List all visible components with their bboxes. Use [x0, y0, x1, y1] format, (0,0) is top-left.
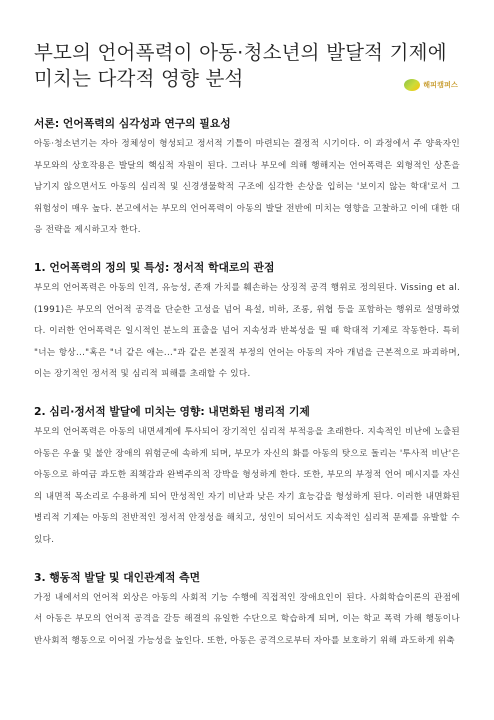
document-title: 부모의 언어폭력이 아동·청소년의 발달적 기제에 미치는 다각적 영향 분석: [34, 41, 447, 90]
section-body: 가정 내에서의 언어적 외상은 아동의 사회적 기능 수행에 직접적인 장애요인이 된다. 사회학습이론의 관점에서 아동은 부모의 언어적 공격을 갈등 해결의 유일한 수단으로 학습하게 되며, 이는 학교 폭력 가해 행동이나 반사회적 행동으로 이어질 가능성을 높인다. 또한, 아동은 공격으로부터 자아를 보호하기 위해 과도하게 위축: [34, 592, 460, 646]
logo-text: 해피캠퍼스: [423, 81, 458, 89]
section-behavioral-effects: [34, 568, 460, 653]
logo-leaf-icon: [404, 79, 420, 91]
section-heading: 서론: 언어폭력의 심각성과 연구의 필요성: [34, 117, 231, 130]
section-psychological-effects: [34, 402, 460, 552]
section-heading: 3. 행동적 발달 및 대인관계적 측면: [34, 570, 200, 584]
section-definition: [34, 258, 460, 386]
section-body: 부모의 언어폭력은 아동의 인격, 유능성, 존재 가치를 훼손하는 상징적 공격 행위로 정의된다. Vissing et al. (1991)은 부모의 언어적 공격을 단순한 고성을 넘어 욕설, 비하, 조롱, 위협 등을 포함하는 행위로 설명하였다. 이러한 언어폭력은 일시적인 분노의 표출을 넘어 지속성과 반복성을 띨 때 학대적 기제로 작동한다. 특히 "너는 항상..."혹은 "너 같은 애는..."과 같은 본질적 부정의 언어는 아동의 자아 개념을 근본적으로 파괴하며, 이는 장기적인 정서적 및 심리적 피해를 초래할 수 있다.: [34, 282, 460, 380]
section-heading: 1. 언어폭력의 정의 및 특성: 정서적 학대로의 관점: [34, 260, 275, 274]
section-body: 부모의 언어폭력은 아동의 내면세계에 투사되어 장기적인 심리적 부적응을 초래한다. 지속적인 비난에 노출된 아동은 우울 및 불안 장애의 위험군에 속하게 되며, 부모가 자신의 화를 아동의 탓으로 돌리는 '투사적 비난'은 아동으로 하여금 과도한 죄책감과 완벽주의적 강박을 형성하게 한다. 또한, 부모의 부정적 언어 메시지를 자신의 내면적 목소리로 수용하게 되어 만성적인 자기 비난과 낮은 자기 효능감을 형성하게 된다. 이러한 내면화된 병리적 기제는 아동의 전반적인 정서적 안정성을 해치고, 성인이 되어서도 지속적인 심리적 문제를 유발할 수 있다.: [34, 426, 460, 545]
section-heading: 2. 심리·정서적 발달에 미치는 영향: 내면화된 병리적 기제: [34, 404, 310, 418]
site-logo: [404, 79, 458, 91]
section-introduction: [34, 114, 460, 242]
section-body: 아동·청소년기는 자아 정체성이 형성되고 정서적 기틀이 마련되는 결정적 시기이다. 이 과정에서 주 양육자인 부모와의 상호작용은 발달의 핵심적 자원이 된다. 그러나 부모에 의해 행해지는 언어폭력은 외형적인 상흔을 남기지 않으면서도 아동의 심리적 및 신경생물학적 구조에 심각한 손상을 입히는 '보이지 않는 학대'로서 그 위험성이 매우 높다. 본고에서는 부모의 언어폭력이 아동의 발달 전반에 미치는 영향을 고찰하고 이에 대한 대응 전략을 제시하고자 한다.: [34, 139, 460, 236]
